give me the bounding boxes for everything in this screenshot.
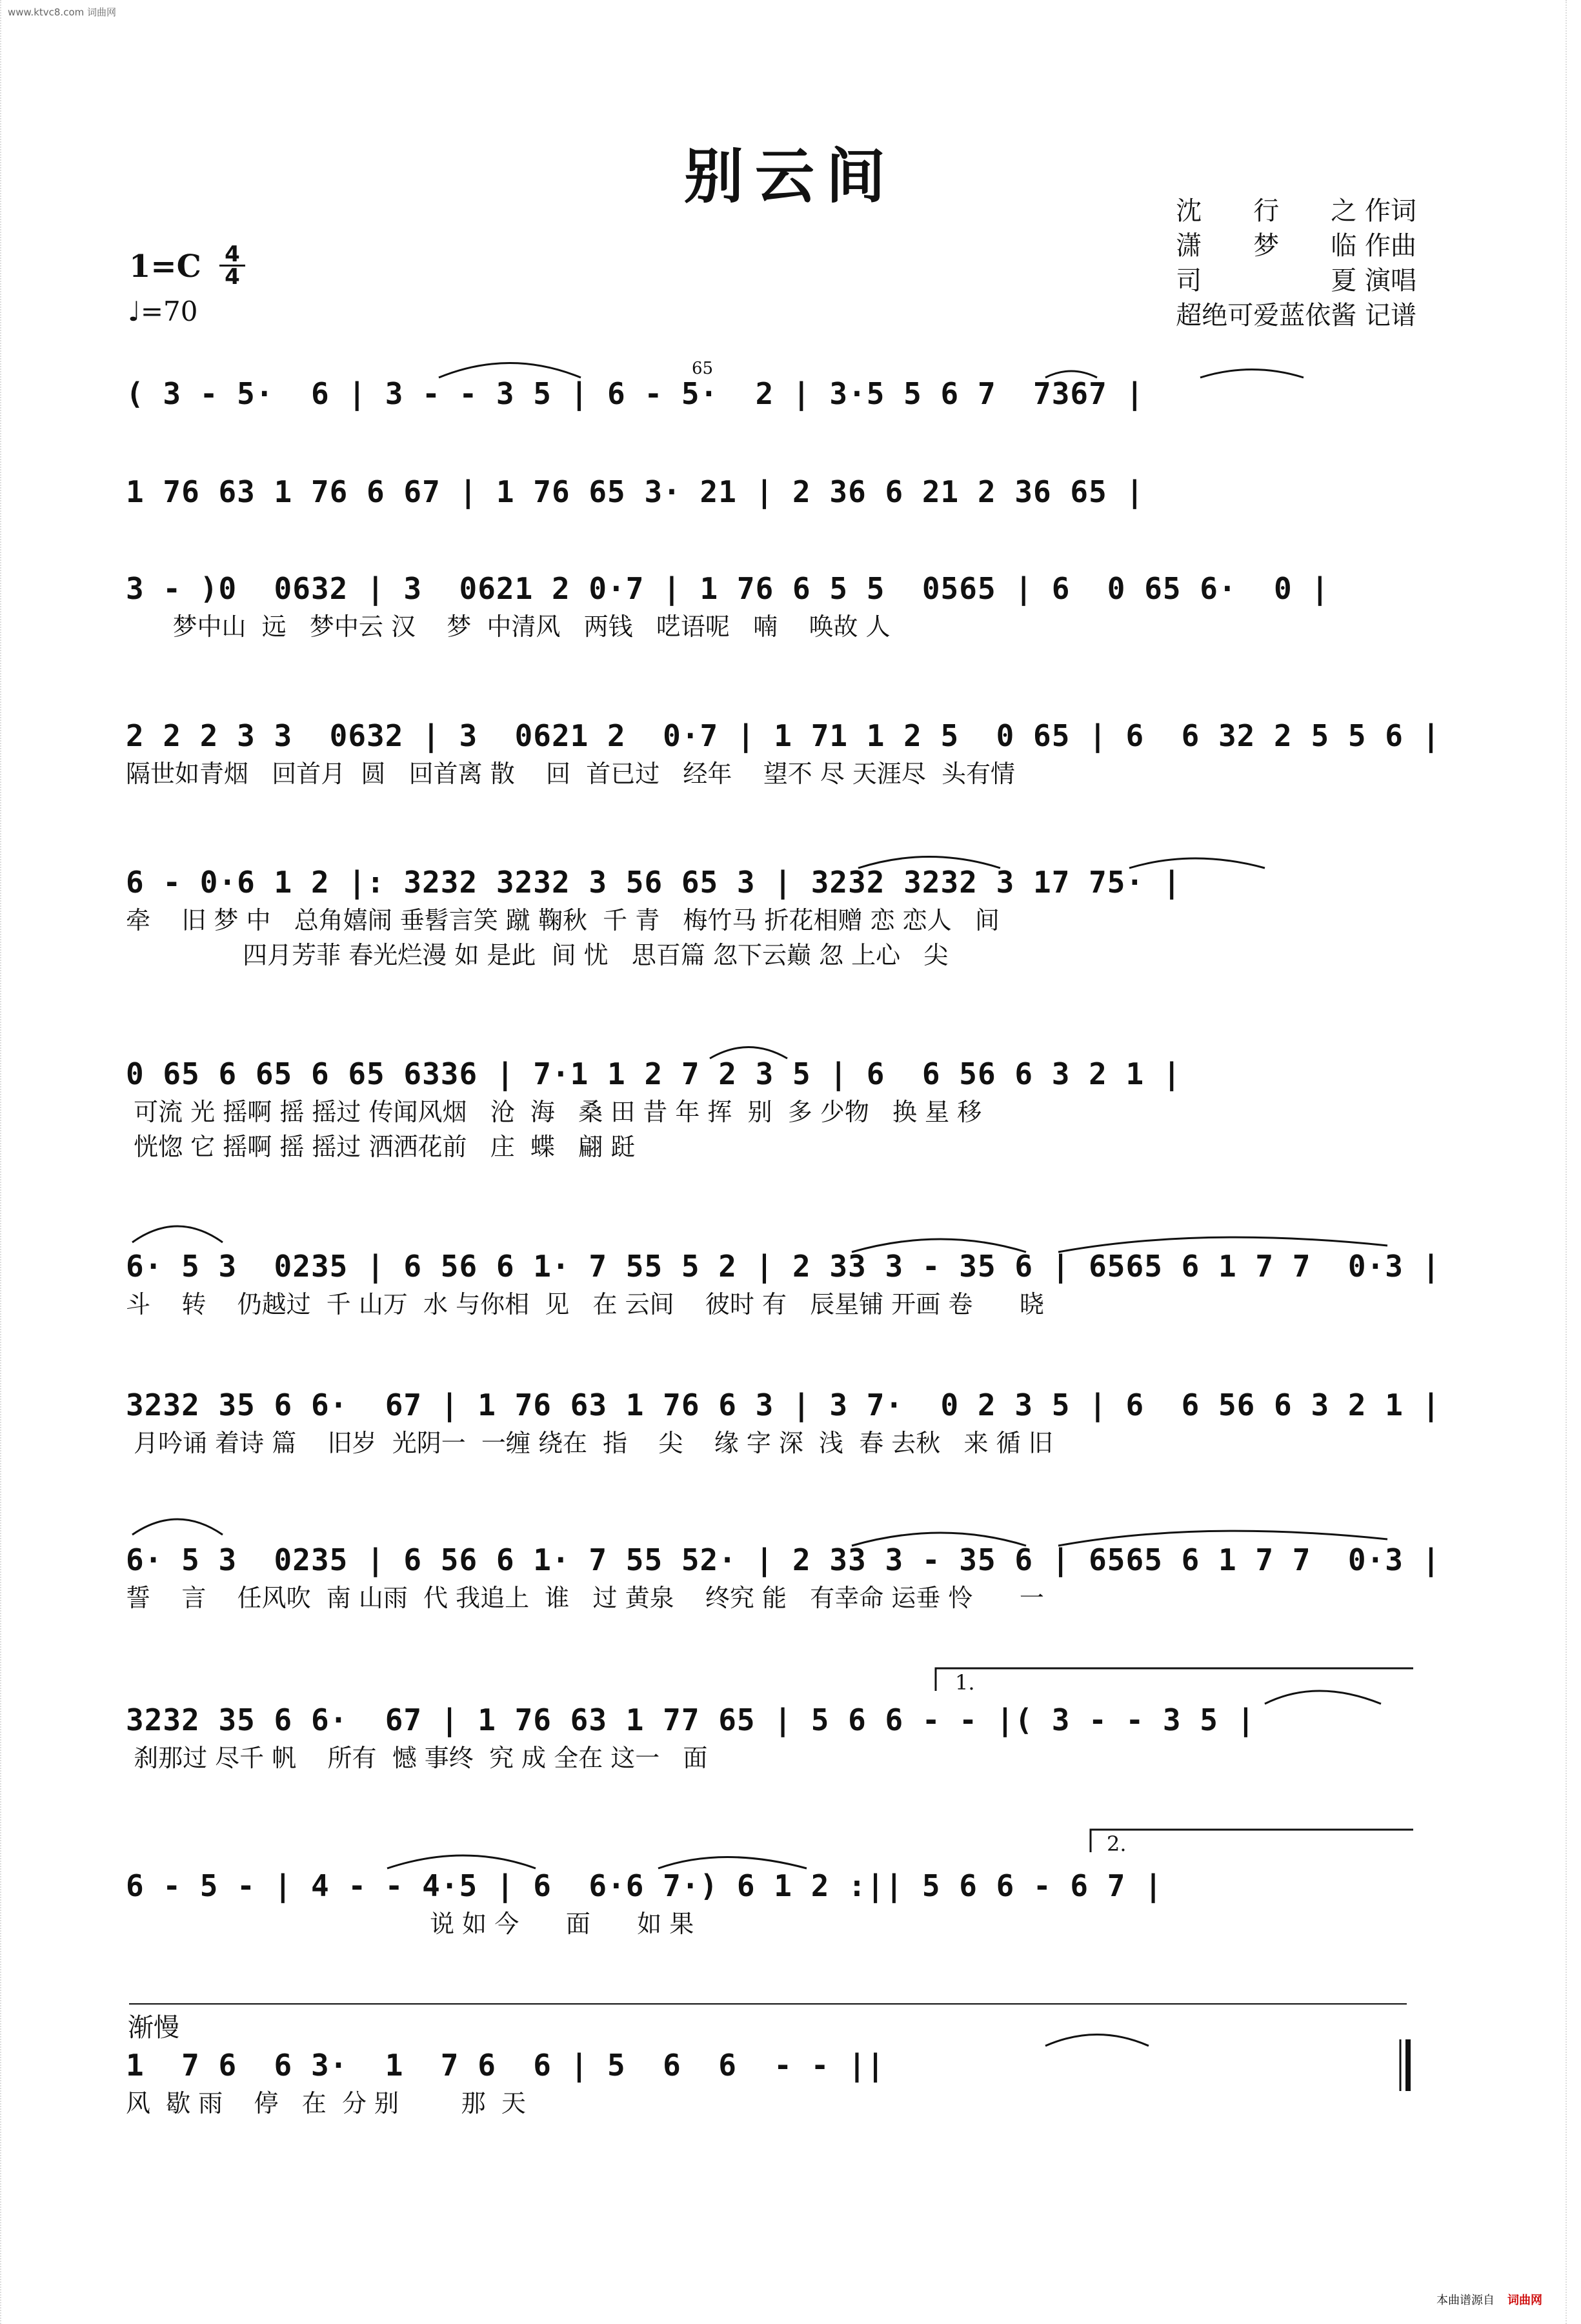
song-title: 别云间 bbox=[683, 141, 897, 211]
notes-line: 6· 5 3 0235 | 6 56 6 1· 7 55 5 2 | 2 33 3 - 35 6 | 6565 6 1 7 7 0·3 | bbox=[126, 1249, 1441, 1284]
lyrics-verse-2: 恍惚 它 摇啊 摇 摇过 洒洒花前 庄 蝶 翩 跹 bbox=[126, 1133, 636, 1161]
score-system-1 bbox=[126, 373, 1416, 414]
notes-line: 2 2 2 3 3 0632 | 3 0621 2 0·7 | 1 71 1 2 5 0 65 | 6 6 32 2 5 5 6 | bbox=[126, 718, 1441, 753]
footer-source: 本曲谱源自 bbox=[1436, 2294, 1495, 2307]
lyrics-line: 月吟诵 着诗 篇 旧岁 光阴一 一缠 绕在 指 尖 缘 字 深 浅 春 去秋 来 循 旧 bbox=[126, 1429, 1053, 1457]
volta-1-marker: 1. bbox=[955, 1670, 975, 1695]
score-system-4 bbox=[126, 715, 1441, 791]
credit-lyricist: 沈 行 之 作词 bbox=[1176, 196, 1416, 226]
credit-transcriber: 超绝可爱蓝依酱 记谱 bbox=[1176, 301, 1416, 330]
credits bbox=[1176, 194, 1416, 333]
lyrics-verse-1: 牵 旧 梦 中 总角嬉闹 垂髫言笑 蹴 鞠秋 千 青 梅竹马 折花相赠 恋 恋人 间 bbox=[126, 906, 1000, 935]
notes-line: 6· 5 3 0235 | 6 56 6 1· 7 55 52· | 2 33 3 - 35 6 | 6565 6 1 7 7 0·3 | bbox=[126, 1542, 1441, 1577]
slur bbox=[132, 1519, 223, 1535]
lyrics-verse-1: 可流 光 摇啊 摇 摇过 传闻风烟 沧 海 桑 田 昔 年 挥 别 多 少物 换 星 移 bbox=[126, 1098, 982, 1126]
score-system-2 bbox=[126, 471, 1416, 512]
notes-line: 6 - 0·6 1 2 |: 3232 3232 3 56 65 3 | 3232 3232 3 17 75· | bbox=[126, 865, 1182, 900]
score-system-10 bbox=[126, 1699, 1416, 1775]
score-system-3 bbox=[126, 568, 1416, 644]
score-system-11 bbox=[126, 1865, 1416, 1941]
lyrics-line: 誓 言 任风吹 南 山雨 代 我追上 谁 过 黄泉 终究 能 有幸命 运垂 怜 一 bbox=[126, 1584, 1044, 1612]
notes-line: 6 - 5 - | 4 - - 4·5 | 6 6·6 7·) 6 1 2 :|| 5 6 6 - 6 7 | bbox=[126, 1868, 1163, 1903]
tempo-value: =70 bbox=[140, 296, 198, 327]
left-border-strip bbox=[0, 0, 15, 2324]
right-border-strip bbox=[1566, 0, 1581, 2324]
footer-brand-link[interactable]: 词曲网 bbox=[1507, 2294, 1542, 2307]
ritardando-marker: 渐慢 bbox=[128, 2013, 179, 2043]
credit-singer: 司 夏 演唱 bbox=[1176, 266, 1416, 296]
watermark: www.ktvc8.com 词曲网 bbox=[8, 6, 117, 18]
volta-2-bracket bbox=[1091, 1830, 1413, 1852]
quarter-note-icon: ♩ bbox=[128, 296, 141, 327]
footer bbox=[1436, 2291, 1542, 2308]
volta-1-bracket bbox=[936, 1668, 1413, 1691]
tempo-marking bbox=[128, 296, 197, 327]
score-system-6 bbox=[126, 1053, 1416, 1164]
notes-line: 1 7 6 6 3· 1 7 6 6 | 5 6 6 - - || bbox=[126, 2048, 885, 2083]
score-system-9 bbox=[126, 1539, 1441, 1615]
notes-line: 0 65 6 65 6 65 6336 | 7·1 1 2 7 2 3 5 | 6 6 56 6 3 2 1 | bbox=[126, 1056, 1182, 1091]
lyrics-verse-2: 四月芳菲 春光烂漫 如 是此 间 忧 思百篇 忽下云巅 忽 上心 尖 bbox=[126, 941, 949, 969]
notes-line: 1 76 63 1 76 6 67 | 1 76 65 3· 21 | 2 36 6 21 2 36 65 | bbox=[126, 474, 1145, 509]
time-signature bbox=[219, 241, 245, 290]
lyrics-line: 风 歇 雨 停 在 分 别 那 天 bbox=[126, 2089, 526, 2117]
volta-2-marker: 2. bbox=[1107, 1832, 1127, 1856]
score-system-7 bbox=[126, 1246, 1441, 1322]
grace-note-marker: 65 bbox=[692, 359, 714, 378]
lyrics-line: 刹那过 尽千 帆 所有 憾 事终 究 成 全在 这一 面 bbox=[126, 1744, 708, 1772]
notes-line: 3232 35 6 6· 67 | 1 76 63 1 76 6 3 | 3 7· 0 2 3 5 | 6 6 56 6 3 2 1 | bbox=[126, 1388, 1441, 1422]
notes-line: 3 - )0 0632 | 3 0621 2 0·7 | 1 76 6 5 5 0565 | 6 0 65 6· 0 | bbox=[126, 571, 1330, 606]
score-system-8 bbox=[126, 1384, 1441, 1460]
score-system-5 bbox=[126, 862, 1416, 973]
credit-composer: 潇 梦 临 作曲 bbox=[1176, 231, 1416, 261]
lyrics-line: 梦中山 远 梦中云 汉 梦 中清风 两钱 呓语呢 喃 唤故 人 bbox=[126, 612, 891, 641]
notes-line: ( 3 - 5· 6 | 3 - - 3 5 | 6 - 5· 2 | 3·5 5 6 7 7367 | bbox=[126, 376, 1145, 411]
time-denominator: 4 bbox=[219, 265, 245, 287]
score-system-12 bbox=[126, 2045, 1416, 2121]
lyrics-line: 隔世如青烟 回首月 圆 回首离 散 回 首已过 经年 望不 尽 天涯尽 头有情 bbox=[126, 760, 1016, 788]
slur bbox=[132, 1226, 223, 1242]
key-signature: 1=C bbox=[129, 248, 201, 285]
time-numerator: 4 bbox=[225, 241, 240, 267]
lyrics-line: 说 如 今 面 如 果 bbox=[126, 1910, 694, 1938]
lyrics-line: 斗 转 仍越过 千 山万 水 与你相 见 在 云间 彼时 有 辰星铺 开画 卷 晓 bbox=[126, 1290, 1044, 1319]
notes-line: 3232 35 6 6· 67 | 1 76 63 1 77 65 | 5 6 6 - - |( 3 - - 3 5 | bbox=[126, 1703, 1256, 1737]
